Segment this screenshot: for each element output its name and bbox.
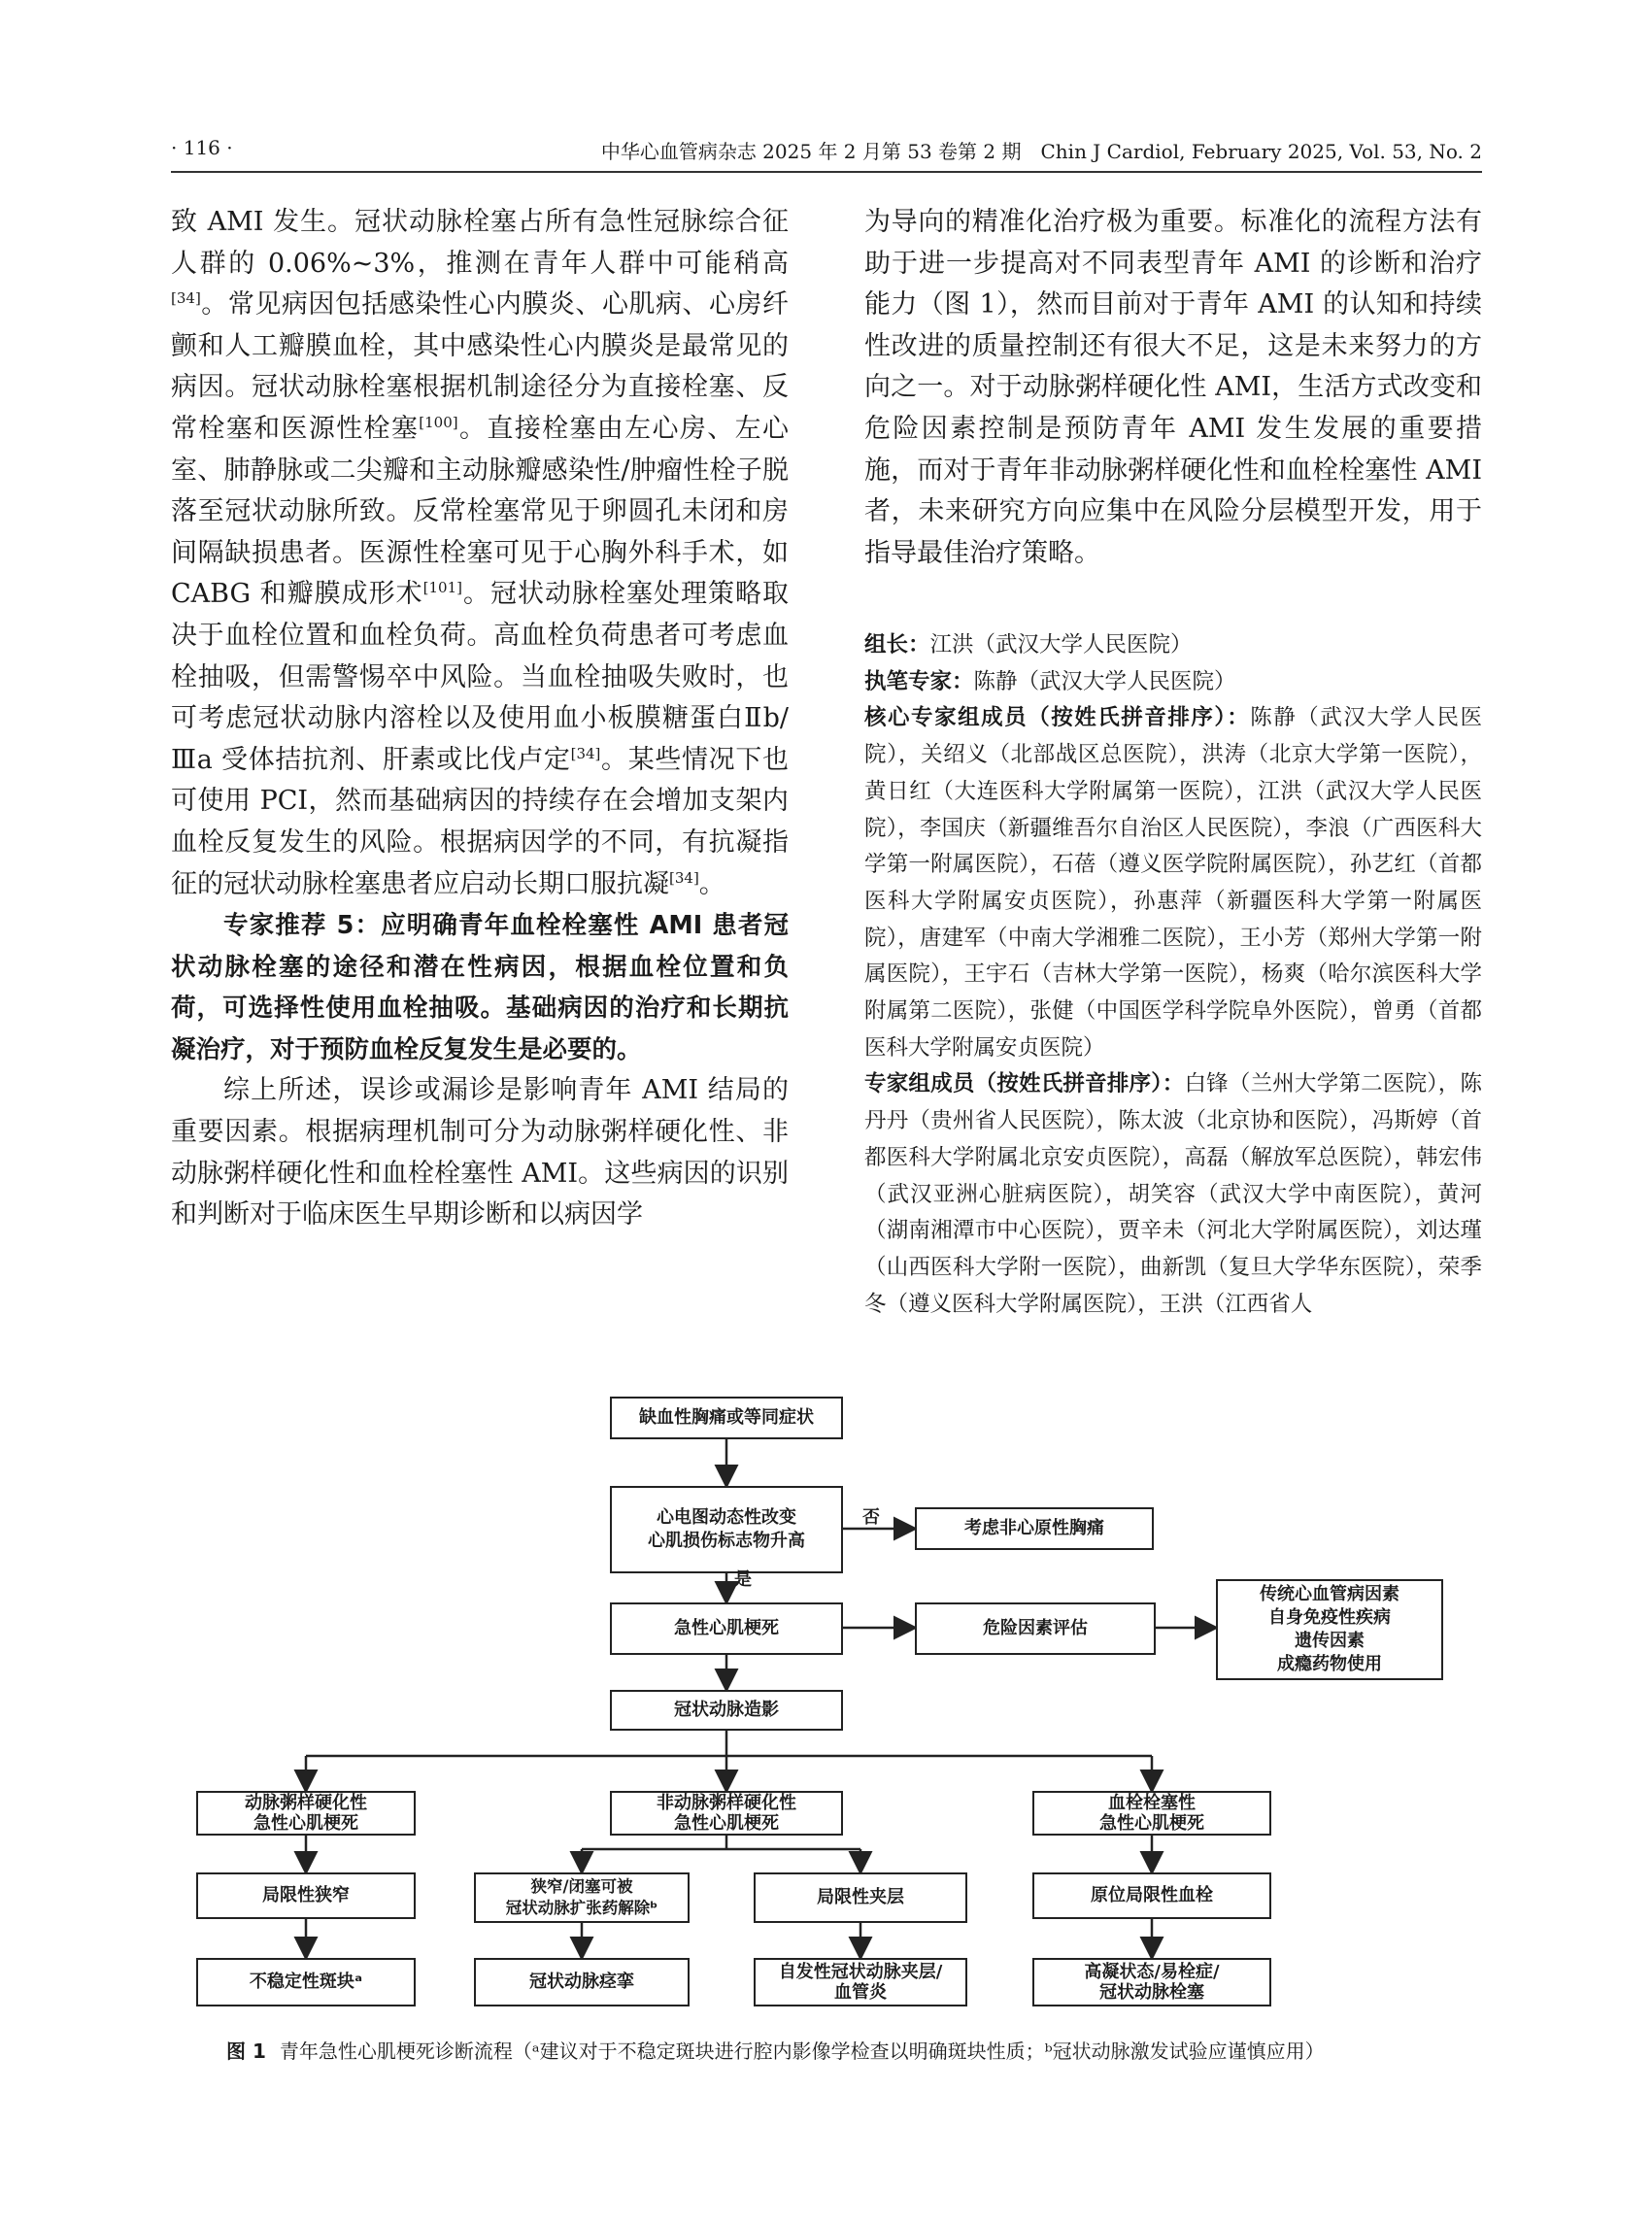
box-hypercoagulable: 高凝状态/易栓症/ 冠状动脉栓塞 — [1032, 1958, 1271, 2006]
citation: [34] — [171, 289, 201, 308]
box-risk-eval: 危险因素评估 — [915, 1602, 1156, 1655]
page-number: · 116 · — [171, 136, 233, 159]
text-segment: 。常见病因包括感染性心内膜炎、心肌病、心房纤颤和人工瓣膜血栓，其中感染性心内膜炎是最常见的病因。冠状动脉栓塞根据机制途径分为直接栓塞、反常栓塞和医源性栓塞 — [171, 289, 789, 444]
box-atherosclerotic: 动脉粥样硬化性 急性心肌梗死 — [196, 1791, 416, 1836]
leader-label: 组长： — [864, 632, 930, 657]
caption-text: 青年急性心肌梗死诊断流程（ᵃ建议对于不稳定斑块进行腔内影像学检查以明确斑块性质；ᵇ冠状动脉激发试验应谨慎应用） — [279, 2040, 1325, 2063]
figure-caption — [226, 2036, 1325, 2064]
leader-name: 江洪（武汉大学人民医院） — [929, 632, 1193, 657]
box-local-stenosis: 局限性狭窄 — [196, 1872, 416, 1919]
paragraph-summary: 综上所述，误诊或漏诊是影响青年 AMI 结局的重要因素。根据病理机制可分为动脉粥样硬化性、非动脉粥样硬化性和血栓栓塞性 AMI。这些病因的识别和判断对于临床医生早期诊断和以病因学 — [171, 1075, 789, 1230]
box-chest-pain: 缺血性胸痛或等同症状 — [610, 1397, 843, 1439]
label-no: 否 — [862, 1507, 880, 1528]
expert-recommendation: 专家推荐 5：应明确青年血栓栓塞性 AMI 患者冠状动脉栓塞的途径和潜在性病因，根据血栓位置和负荷，可选择性使用血栓抽吸。基础病因的治疗和长期抗凝治疗，对于预防血栓反复发生是必要的。 — [171, 911, 789, 1064]
box-thromboembolic: 血栓栓塞性 急性心肌梗死 — [1032, 1791, 1271, 1836]
citation: [100] — [419, 413, 458, 431]
box-spontaneous-dissection: 自发性冠状动脉夹层/ 血管炎 — [754, 1958, 967, 2006]
text-segment: 。某些情况下也可使用 PCI，然而基础病因的持续存在会增加支架内血栓反复发生的风险。根据病因学的不同，有抗凝指征的冠状动脉栓塞患者应启动长期口服抗凝 — [171, 744, 789, 899]
box-coronary-spasm: 冠状动脉痉挛 — [474, 1958, 690, 2006]
box-local-dissection: 局限性夹层 — [754, 1872, 967, 1923]
box-non-atherosclerotic: 非动脉粥样硬化性 急性心肌梗死 — [610, 1791, 843, 1836]
box-non-cardiac: 考虑非心原性胸痛 — [915, 1507, 1154, 1550]
text-segment: 。冠状动脉栓塞处理策略取决于血栓位置和血栓负荷。高血栓负荷患者可考虑血栓抽吸，但需警惕卒中风险。当血栓抽吸失败时，也可考虑冠状动脉内溶栓以及使用血小板膜糖蛋白Ⅱb/Ⅲa 受体拮抗剂、肝素或比伐卢定 — [171, 579, 789, 775]
text-segment: 。直接栓塞由左心房、左心室、肺静脉或二尖瓣和主动脉瓣感染性/肿瘤性栓子脱落至冠状动脉所致。反常栓塞常见于卵圆孔未闭和房间隔缺损患者。医源性栓塞可见于心胸外科手术，如 CABG 和瓣膜成形术 — [171, 413, 789, 610]
box-unstable-plaque: 不稳定性斑块ᵃ — [196, 1958, 416, 2006]
core-list: 陈静（武汉大学人民医院），关绍义（北部战区总医院），洪涛（北京大学第一医院），黄日红（大连医科大学附属第一医院），江洪（武汉大学人民医院），李国庆（新疆维吾尔自治区人民医院），李浪（广西医科大学第一附属医院），石蓓（遵义医学院附属医院），孙艺红（首都医科大学附属安贞医院），孙惠萍（新疆医科大学第一附属医院），唐建军（中南大学湘雅二医院），王小芳（郑州大学第一附属医院），王宇石（吉林大学第一医院），杨爽（哈尔滨医科大学附属第二医院），张健（中国医学科学院阜外医院），曾勇（首都医科大学附属安贞医院） — [864, 705, 1482, 1061]
box-risk-factors: 传统心血管病因素 自身免疫性疾病 遗传因素 成瘾药物使用 — [1216, 1579, 1443, 1680]
box-angiography: 冠状动脉造影 — [610, 1690, 843, 1731]
text-segment: 致 AMI 发生。冠状动脉栓塞占所有急性冠脉综合征人群的 0.06%~3%，推测在青年人群中可能稍高 — [171, 207, 789, 279]
paragraph-conclusion: 为导向的精准化治疗极为重要。标准化的流程方法有助于进一步提高对不同表型青年 AMI 的诊断和治疗能力（图 1），然而目前对于青年 AMI 的认知和持续性改进的质量控制还有很大不足，这是未来努力的方向之一。对于动脉粥样硬化性 AMI，生活方式改变和危险因素控制是预防青年 AMI 发生发展的重要措施，而对于青年非动脉粥样硬化性和血栓栓塞性 AMI 者，未来研究方向应集中在风险分层模型开发，用于指导最佳治疗策略。 — [864, 207, 1482, 568]
citation: [34] — [570, 744, 601, 762]
text-segment: 。 — [698, 868, 725, 899]
writer-label: 执笔专家： — [864, 668, 974, 694]
figure-number: 图 1 — [226, 2040, 266, 2063]
box-stenosis-occlusion: 狭窄/闭塞可被 冠状动脉扩张药解除ᵇ — [474, 1872, 690, 1923]
label-yes: 是 — [734, 1569, 752, 1590]
writer-name: 陈静（武汉大学人民医院） — [973, 668, 1236, 694]
journal-citation: 中华心血管病杂志 2025 年 2 月第 53 卷第 2 期 Chin J Cardiol, February 2025, Vol. 53, No. 2 — [600, 140, 1482, 163]
box-ami: 急性心肌梗死 — [610, 1602, 843, 1655]
citation: [101] — [422, 579, 462, 597]
expert-names: 白锋（兰州大学第二医院），陈丹丹（贵州省人民医院），陈太波（北京协和医院），冯斯婷（首都医科大学附属北京安贞医院），高磊（解放军总医院），韩宏伟（武汉亚洲心脏病医院），胡笑容（武汉大学中南医院），黄河（湖南湘潭市中心医院），贾辛未（河北大学附属医院），刘达瑾（山西医科大学附一医院），曲新凯（复旦大学华东医院），荣季冬（遵义医科大学附属医院），王洪（江西省人 — [864, 1071, 1482, 1317]
expert-label: 专家组成员（按姓氏拼音排序）： — [864, 1071, 1185, 1097]
box-in-situ-thrombus: 原位局限性血栓 — [1032, 1872, 1271, 1919]
citation: [34] — [669, 868, 699, 887]
box-ecg-markers: 心电图动态性改变 心肌损伤标志物升高 — [610, 1486, 843, 1573]
core-label: 核心专家组成员（按姓氏拼音排序）： — [864, 705, 1251, 731]
